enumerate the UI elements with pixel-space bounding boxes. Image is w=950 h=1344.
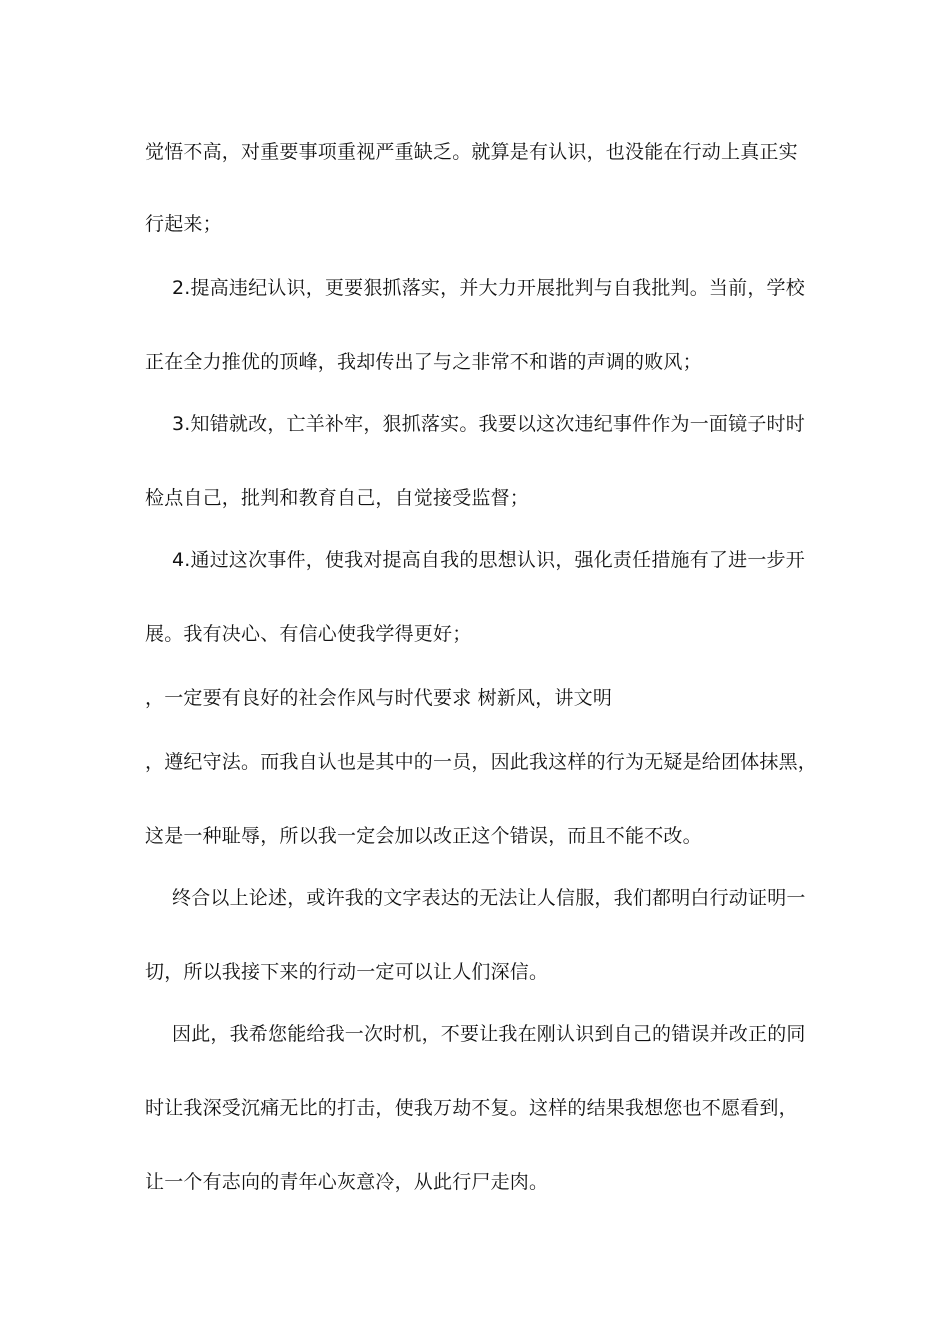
text-line: 2.提高违纪认识，更要狠抓落实，并大力开展批判与自我批判。当前，学校 [172,277,805,299]
text-line: 正在全力推优的顶峰，我却传出了与之非常不和谐的声调的败风； [145,351,702,373]
text-line: 终合以上论述，或许我的文字表达的无法让人信服，我们都明白行动证明一 [172,887,806,909]
text-line: 让一个有志向的青年心灰意冷，从此行尸走肉。 [145,1171,549,1193]
text-line: 展。我有决心、有信心使我学得更好； [145,623,472,645]
text-line: 时让我深受沉痛无比的打击，使我万劫不复。这样的结果我想您也不愿看到， [145,1097,798,1119]
text-line: 因此，我希您能给我一次时机，不要让我在刚认识到自己的错误并改正的同 [172,1023,806,1045]
text-line: 3.知错就改，亡羊补牢，狠抓落实。我要以这次违纪事件作为一面镜子时时 [172,413,805,435]
text-line: 4.通过这次事件，使我对提高自我的思想认识，强化责任措施有了进一步开 [172,549,805,571]
text-line: 切，所以我接下来的行动一定可以让人们深信。 [145,961,549,983]
text-line: 觉悟不高，对重要事项重视严重缺乏。就算是有认识，也没能在行动上真正实 [145,141,798,163]
text-line: 检点自己，批判和教育自己，自觉接受监督； [145,487,530,509]
text-line: 行起来； [145,213,222,235]
text-line: 这是一种耻辱，所以我一定会加以改正这个错误，而且不能不改。 [145,825,702,847]
text-line: ，遵纪守法。而我自认也是其中的一员，因此我这样的行为无疑是给团体抹黑， [145,751,818,773]
text-line: ，一定要有良好的社会作风与时代要求 树新风，讲文明 [145,687,613,709]
